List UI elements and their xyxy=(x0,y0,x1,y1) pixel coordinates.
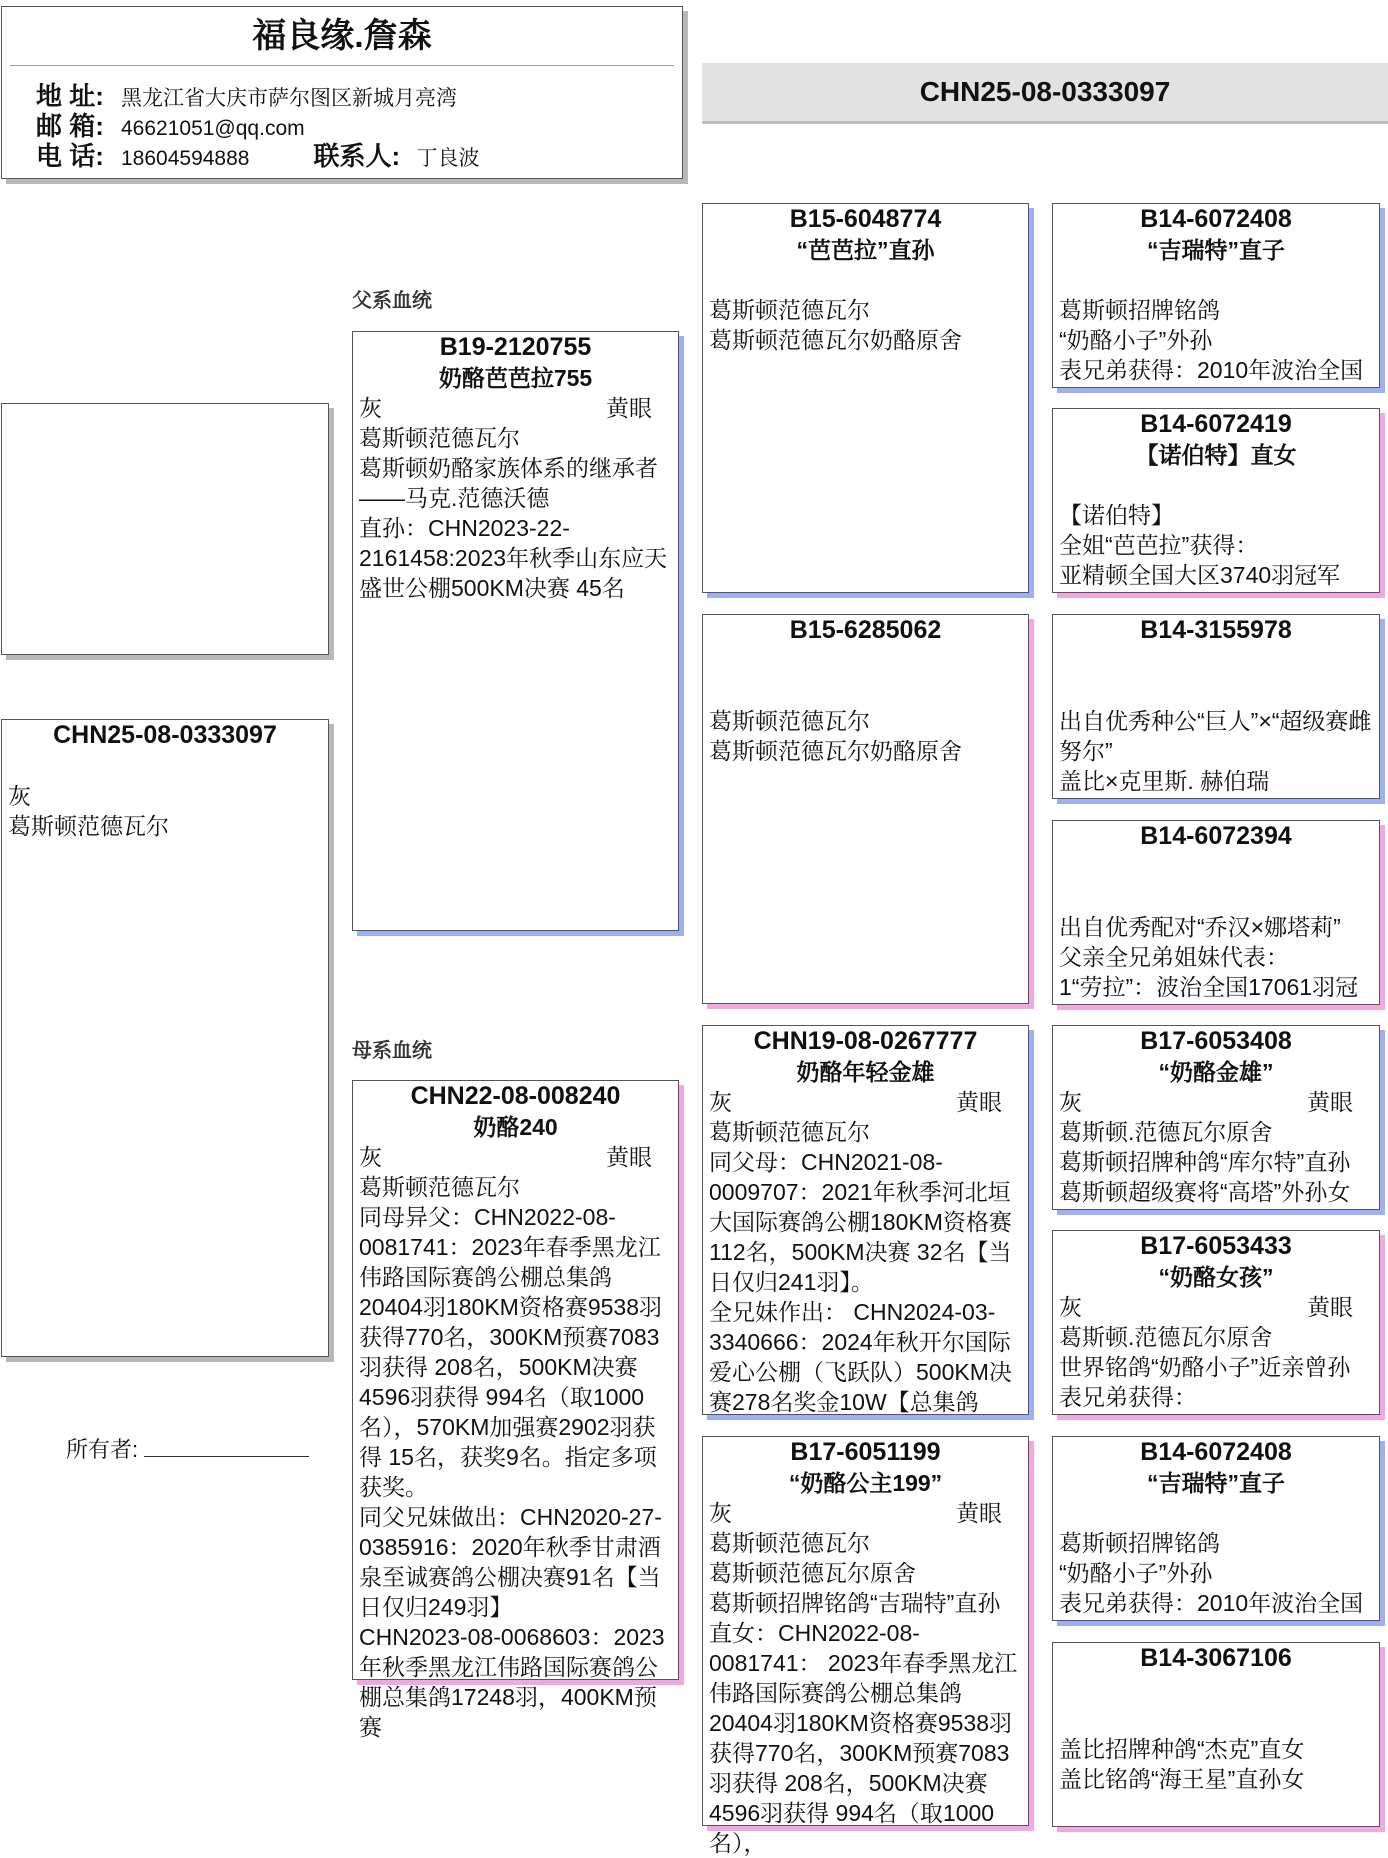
email-label: 邮 箱: xyxy=(36,111,104,141)
dam-name: 奶酪240 xyxy=(473,1114,558,1140)
dds-name: “吉瑞特”直子 xyxy=(1147,1470,1285,1496)
subject-color: 灰 xyxy=(8,783,31,809)
dss-color-row xyxy=(1053,1087,1379,1117)
sdd-card xyxy=(1052,820,1380,1005)
dam-color: 灰 xyxy=(359,1144,382,1170)
dds-card xyxy=(1052,1436,1380,1621)
sire-sire-desc: 葛斯顿范德瓦尔 葛斯顿范德瓦尔奶酪原舍 xyxy=(709,297,962,353)
dam-ring: CHN22-08-008240 xyxy=(410,1082,621,1110)
owner-field xyxy=(66,1433,309,1464)
sire-desc: 葛斯顿范德瓦尔 葛斯顿奶酪家族体系的继承者——马克.范德沃德 直孙：CHN2023-22-2161458:2023年秋季山东应天盛世公棚500KM决赛 45名 xyxy=(359,425,668,601)
dss-name: “奶酪金雄” xyxy=(1158,1059,1274,1085)
dam-card xyxy=(352,1080,679,1740)
dam-sire-color-row xyxy=(703,1087,1028,1117)
sire-eye: 黄眼 xyxy=(606,395,652,421)
dam-desc: 葛斯顿范德瓦尔 同母异父：CHN2022-08-0081741：2023年春季黑龙江伟路国际赛鸽公棚总集鸽20404羽180KM资格赛9538羽获得770名，300KM预赛7083羽获得 208名，500KM决赛4596羽获得 994名（取1000名），570KM加强赛2902羽获得 15名，获奖9名。指定多项获奖。 同父兄妹做出：CHN2020-27-0385916：2020年秋季甘肃酒泉至诚赛鸽公棚决赛91名【当日仅归249羽】 CHN2023-08-0068603：2023年秋季黑龙江伟路国际赛鸽公棚总集鸽17248羽，400KM预赛 xyxy=(359,1174,665,1740)
phone-row xyxy=(2,136,682,171)
sds-desc: 出自优秀种公“巨人”×“超级赛雌努尔” 盖比×克里斯. 赫伯瑞 xyxy=(1059,708,1372,794)
sire-ring: B19-2120755 xyxy=(439,333,592,361)
contact-label: 联系人: xyxy=(313,141,401,171)
email-value[interactable]: 46621051@qq.com xyxy=(121,117,305,140)
dsd-ring: B17-6053433 xyxy=(1140,1232,1292,1260)
sdd-desc: 出自优秀配对“乔汉×娜塔莉” 父亲全兄弟姐妹代表： 1“劳拉”：波治全国17061羽冠 xyxy=(1059,914,1359,1000)
dsd-color-row xyxy=(1053,1292,1379,1322)
dsd-color: 灰 xyxy=(1059,1294,1082,1320)
dam-dam-desc: 葛斯顿范德瓦尔 葛斯顿范德瓦尔原舍 葛斯顿招牌铭鸽“吉瑞特”直孙 直女：CHN2022-08-0081741： 2023年春季黑龙江伟路国际赛鸽公棚总集鸽20404羽180KM资格赛9538羽获得770名，300KM预赛7083羽获得 208名，500KM决赛4596羽获得 994名（取1000名）， xyxy=(709,1530,1018,1856)
dsd-name: “奶酪女孩” xyxy=(1158,1264,1274,1290)
dss-color: 灰 xyxy=(1059,1089,1082,1115)
dsd-card xyxy=(1052,1230,1380,1415)
sire-dam-card xyxy=(702,614,1029,1004)
subject-desc: 葛斯顿范德瓦尔 xyxy=(8,813,169,839)
ssd-ring: B14-6072419 xyxy=(1140,410,1292,438)
dam-color-row xyxy=(353,1142,678,1172)
owner-line[interactable] xyxy=(144,1434,309,1457)
dam-sire-desc: 葛斯顿范德瓦尔 同父母：CHN2021-08-0009707：2021年秋季河北垣大国际赛鸽公棚180KM资格赛112名，500KM决赛 32名【当日仅归241羽】。 全兄妹作出： CHN2024-03-3340666：2024年秋开尔国际爱心公棚（飞跃队）500KM决赛278名奖金10W【总集鸽 xyxy=(709,1119,1012,1415)
dds-ring: B14-6072408 xyxy=(1140,1438,1292,1466)
dss-card xyxy=(1052,1025,1380,1210)
ssd-desc: 【诺伯特】 全姐“芭芭拉”获得： 亚精顿全国大区3740羽冠军 xyxy=(1059,502,1341,588)
sire-dam-ring: B15-6285062 xyxy=(789,616,942,644)
breeder-name: 福良缘.詹森 xyxy=(10,7,674,66)
sire-color-row xyxy=(353,393,678,423)
ddd-card xyxy=(1052,1642,1380,1827)
sdd-ring: B14-6072394 xyxy=(1140,822,1292,850)
phone-value[interactable]: 18604594888 xyxy=(121,147,250,170)
sire-name: 奶酪芭芭拉755 xyxy=(438,365,593,391)
address-label: 地 址: xyxy=(36,81,104,111)
breeder-card xyxy=(1,6,683,179)
address-row xyxy=(2,76,682,111)
phone-label: 电 话: xyxy=(36,141,104,171)
dam-eye: 黄眼 xyxy=(606,1144,652,1170)
dam-sire-name: 奶酪年轻金雄 xyxy=(796,1059,935,1085)
dam-dam-name: “奶酪公主199” xyxy=(788,1470,943,1496)
dsd-eye: 黄眼 xyxy=(1307,1294,1353,1320)
sire-sire-card xyxy=(702,203,1029,593)
sire-line-label: 父系血统 xyxy=(352,290,432,312)
ssd-name: 【诺伯特】直女 xyxy=(1135,442,1297,468)
sire-color: 灰 xyxy=(359,395,382,421)
subject-ring: CHN25-08-0333097 xyxy=(53,721,277,749)
sss-name: “吉瑞特”直子 xyxy=(1147,237,1285,263)
dam-line-label: 母系血统 xyxy=(352,1040,432,1062)
dss-ring: B17-6053408 xyxy=(1140,1027,1292,1055)
sire-card xyxy=(352,331,679,931)
dam-dam-ring: B17-6051199 xyxy=(790,1438,941,1466)
dam-dam-eye: 黄眼 xyxy=(956,1500,1002,1526)
photo-placeholder xyxy=(1,403,329,655)
owner-label: 所有者: xyxy=(66,1437,139,1462)
address-value: 黑龙江省大庆市萨尔图区新城月亮湾 xyxy=(121,87,457,110)
dam-sire-color: 灰 xyxy=(709,1089,732,1115)
subject-card xyxy=(1,719,329,1357)
dam-dam-card xyxy=(702,1436,1029,1856)
sire-dam-desc: 葛斯顿范德瓦尔 葛斯顿范德瓦尔奶酪原舍 xyxy=(709,708,962,764)
sss-card xyxy=(1052,203,1380,388)
dsd-desc: 葛斯顿.范德瓦尔原舍 世界铭鸽“奶酪小子”近亲曾孙 表兄弟获得： xyxy=(1059,1324,1351,1410)
dam-sire-ring: CHN19-08-0267777 xyxy=(753,1027,978,1055)
dss-desc: 葛斯顿.范德瓦尔原舍 葛斯顿招牌种鸽“库尔特”直孙 葛斯顿超级赛将“高塔”外孙女 xyxy=(1059,1119,1351,1205)
sss-ring: B14-6072408 xyxy=(1140,205,1292,233)
sire-sire-ring: B15-6048774 xyxy=(789,205,942,233)
ssd-card xyxy=(1052,408,1380,593)
dds-desc: 葛斯顿招牌铭鸽 “奶酪小子”外孙 表兄弟获得：2010年波治全国 xyxy=(1059,1530,1364,1616)
dam-sire-eye: 黄眼 xyxy=(956,1089,1002,1115)
dam-sire-card xyxy=(702,1025,1029,1415)
dam-dam-color: 灰 xyxy=(709,1500,732,1526)
sds-ring: B14-3155978 xyxy=(1140,616,1292,644)
sss-desc: 葛斯顿招牌铭鸽 “奶酪小子”外孙 表兄弟获得：2010年波治全国 xyxy=(1059,297,1364,383)
contact-value: 丁良波 xyxy=(416,147,480,170)
sire-sire-name: “芭芭拉”直孙 xyxy=(796,237,935,263)
ddd-ring: B14-3067106 xyxy=(1140,1644,1292,1672)
dss-eye: 黄眼 xyxy=(1307,1089,1353,1115)
ddd-desc: 盖比招牌种鸽“杰克”直女 盖比铭鸽“海王星”直孙女 xyxy=(1059,1736,1305,1792)
dam-dam-color-row xyxy=(703,1498,1028,1528)
top-ring-bar: CHN25-08-0333097 xyxy=(702,63,1388,124)
sds-card xyxy=(1052,614,1380,799)
